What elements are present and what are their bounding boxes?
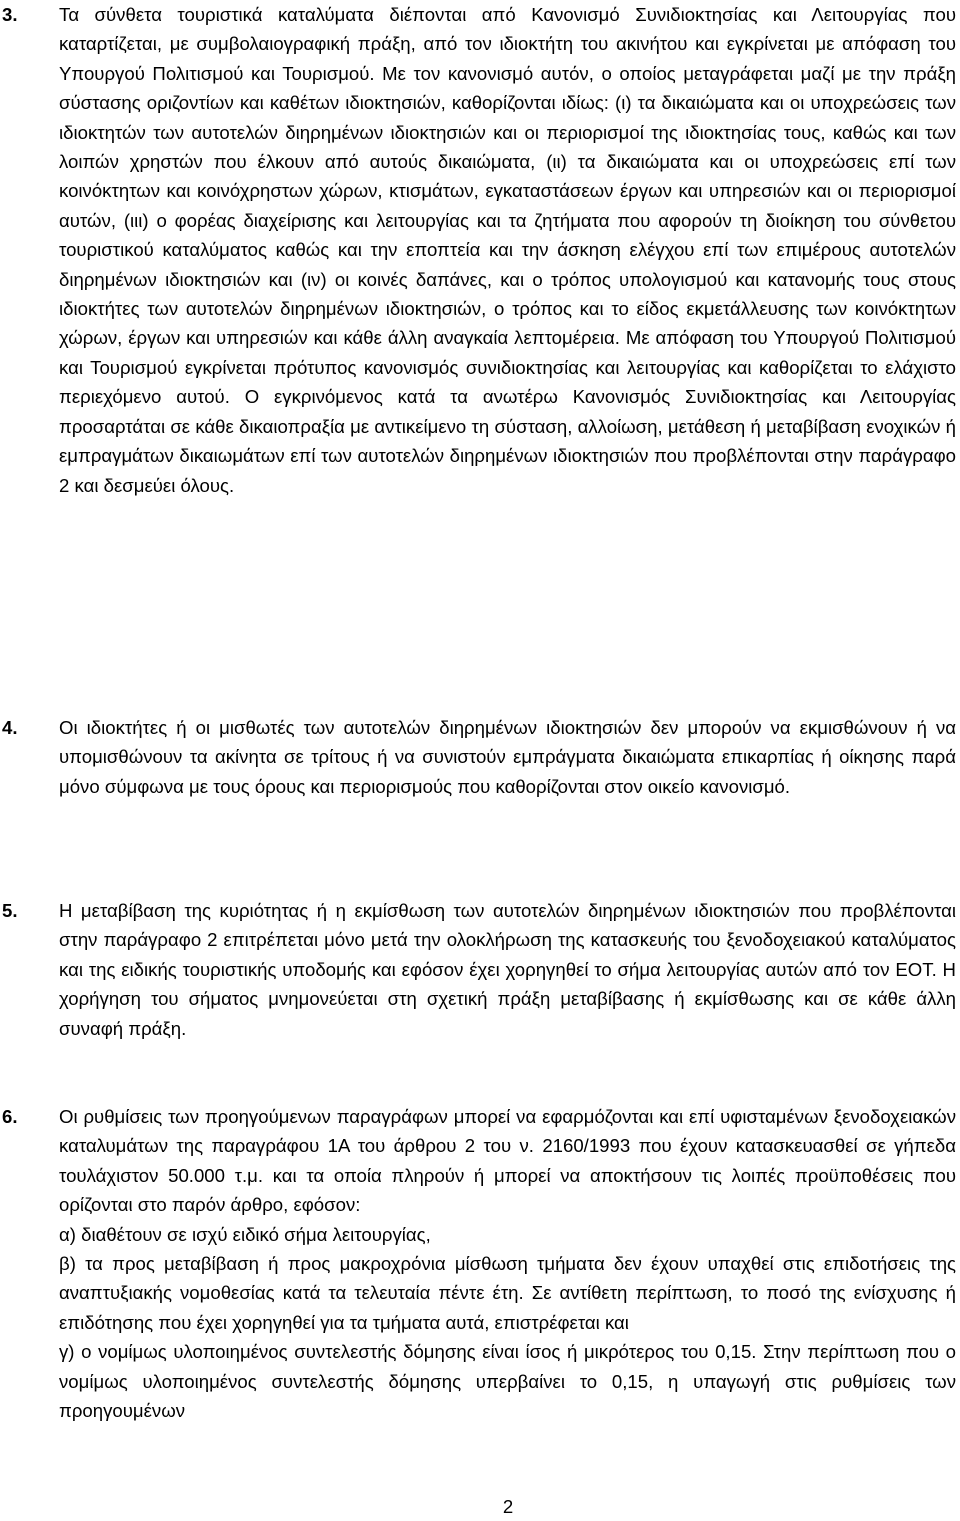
list-item-c: γ) ο νομίμως υλοποιημένος συντελεστής δόμησης είναι ίσος ή μικρότερος του 0,15. Στην περίπτωση που ο νομίμως υλοποιημένος συντελεστής δόμησης υπερβαίνει το 0,15, η υπαγωγή στις ρυθμίσεις των προηγουμένων [59, 1341, 956, 1422]
paragraph-number: 4. [2, 717, 18, 738]
list-item-b: β) τα προς μεταβίβαση ή προς μακροχρόνια μίσθωση τμήματα δεν έχουν υπαχθεί στις επιδοτήσεις της αναπτυξιακής νομοθεσίας κατά τα τελευταία πέντε έτη. Σε αντίθετη περίπτωση, το ποσό της ενίσχυσης ή επιδότησης που έχει χορηγηθεί για τα τμήματα αυτά, επιστρέφεται και [59, 1253, 956, 1333]
paragraph-text [59, 1102, 956, 1425]
paragraph-intro: Οι ρυθμίσεις των προηγούμενων παραγράφων μπορεί να εφαρμόζονται και επί υφισταμένων ξενοδοχειακών καταλυμάτων της παραγράφου 1Α του άρθρου 2 του ν. 2160/1993 που έχουν κατασκευασθεί σε γήπεδα τουλάχιστον 50.000 τ.μ. και τα οποία πληρούν ή μπορεί να αποκτήσουν τις λοιπές προϋποθέσεις που ορίζονται στο παρόν άρθρο, εφόσον: [59, 1106, 956, 1216]
paragraph-text: Τα σύνθετα τουριστικά καταλύματα διέπονται από Κανονισμό Συνιδιοκτησίας και Λειτουργίας που καταρτίζεται, με συμβολαιογραφική πράξη, από τον ιδιοκτήτη του ακινήτου και εγκρίνεται με απόφαση του Υπουργού Πολιτισμού και Τουρισμού. Με τον κανονισμό αυτόν, ο οποίος μεταγράφεται μαζί με την πράξη σύστασης οριζοντίων και καθέτων ιδιοκτησιών, καθορίζονται ιδίως: (ι) τα δικαιώματα και οι υποχρεώσεις των ιδιοκτητών των αυτοτελών διηρημένων ιδιοκτησιών και οι περιορισμοί της ιδιοκτησίας τους, καθώς και των λοιπών χρηστών που έλκουν από αυτούς δικαιώματα, (ιι) τα δικαιώματα και οι υποχρεώσεις επί των κοινόκτητων και κοινόχρηστων χώρων, κτισμάτων, εγκαταστάσεων έργων και υπηρεσιών και οι περιορισμοί αυτών, (ιιι) ο φορέας διαχείρισης και λειτουργίας και τα ζητήματα που αφορούν τη διοίκηση του σύνθετου τουριστικού καταλύματος καθώς και την εποπτεία και την άσκηση ελέγχου επί των επιμέρους αυτοτελών διηρημένων ιδιοκτησιών και (ιν) οι κοινές δαπάνες, και ο τρόπος υπολογισμού και κατανομής τους στους ιδιοκτήτες των αυτοτελών διηρημένων ιδιοκτησιών, ο τρόπος και το είδος εκμετάλλευσης των κοινόκτητων χώρων, έργων και υπηρεσιών και κάθε άλλη αναγκαία λεπτομέρεια. Με απόφαση του Υπουργού Πολιτισμού και Τουρισμού εγκρίνεται πρότυπος κανονισμός συνιδιοκτησίας και λειτουργίας και καθορίζεται το ελάχιστο περιεχόμενο αυτού. Ο εγκρινόμενος κατά τα ανωτέρω Κανονισμός Συνιδιοκτησίας και Λειτουργίας προσαρτάται σε κάθε δικαιοπραξία με αντικείμενο τη σύσταση, αλλοίωση, μετάθεση ή μεταβίβαση ενοχικών ή εμπραγμάτων δικαιωμάτων επί των αυτοτελών διηρημένων ιδιοκτησιών που προβλέπονται στην παράγραφο 2 και δεσμεύει όλους. [59, 4, 956, 496]
list-item-a: α) διαθέτουν σε ισχύ ειδικό σήμα λειτουργίας, [59, 1223, 431, 1245]
paragraph-text: Η μεταβίβαση της κυριότητας ή η εκμίσθωση των αυτοτελών διηρημένων ιδιοκτησιών που προβλέπονται στην παράγραφο 2 επιτρέπεται μόνο μετά την ολοκλήρωση της κατασκευής του ξενοδοχειακού καταλύματος και της ειδικής τουριστικής υποδομής και εφόσον έχει χορηγηθεί το σήμα λειτουργίας αυτών από τον ΕΟΤ. Η χορήγηση του σήματος μνημονεύεται στη σχετική πράξη μεταβίβασης ή εκμίσθωσης και σε κάθε άλλη συναφή πράξη. [59, 900, 956, 1039]
page-number: 2 [502, 1496, 514, 1517]
paragraph-number: 5. [2, 900, 18, 921]
paragraph-number: 3. [2, 4, 18, 25]
paragraph-number: 6. [2, 1106, 18, 1127]
paragraph-text: Οι ιδιοκτήτες ή οι μισθωτές των αυτοτελών διηρημένων ιδιοκτησιών δεν μπορούν να εκμισθώνουν ή να υπομισθώνουν τα ακίνητα σε τρίτους ή να συνιστούν εμπράγματα δικαιώματα επικαρπίας ή οίκησης παρά μόνο σύμφωνα με τους όρους και περιορισμούς που καθορίζονται στον οικείο κανονισμό. [59, 717, 956, 797]
